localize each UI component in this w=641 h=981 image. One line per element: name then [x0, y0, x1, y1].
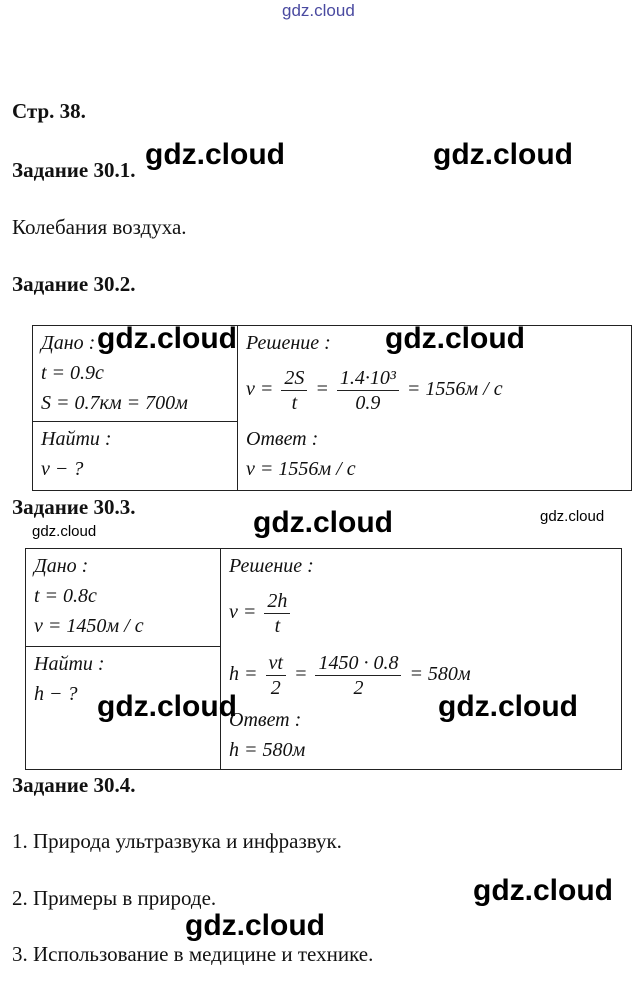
watermark: gdz.cloud [433, 138, 573, 171]
fraction-2h-over-t [264, 589, 290, 638]
watermark: gdz.cloud [253, 506, 393, 539]
given-distance: S = 0.7км = 700м [41, 392, 188, 414]
fraction-numerator: 2h [264, 589, 290, 614]
fraction-values [337, 366, 399, 415]
given-label: Дано : [41, 332, 96, 354]
fraction-denominator: 2 [270, 676, 281, 699]
watermark: gdz.cloud [473, 874, 613, 907]
watermark: gdz.cloud [97, 690, 237, 723]
solution-label: Решение : [229, 555, 314, 577]
solution-cell [221, 549, 622, 770]
watermark: gdz.cloud [32, 523, 97, 540]
fraction-vt-over-2 [266, 651, 286, 700]
task-30-2-heading: Задание 30.2. [12, 272, 136, 296]
given-speed: v = 1450м / с [34, 615, 144, 637]
watermark: gdz.cloud [185, 909, 325, 942]
fraction-numerator: 2S [281, 366, 307, 391]
solution-formula-1 [229, 581, 613, 643]
formula-result: = 1556м / с [406, 378, 503, 400]
watermark: gdz.cloud [540, 508, 605, 525]
fraction-denominator: 2 [353, 676, 364, 699]
answer-label: Ответ : [229, 709, 302, 731]
find-value: v − ? [41, 458, 84, 480]
fraction-numerator: vt [266, 651, 286, 676]
answer-label: Ответ : [246, 428, 319, 450]
find-label: Найти : [41, 428, 112, 450]
task-30-4-heading: Задание 30.4. [12, 773, 136, 797]
task-30-3-heading: Задание 30.3. [12, 495, 136, 519]
watermark: gdz.cloud [97, 322, 237, 355]
fraction-denominator: t [274, 614, 281, 637]
task-30-1-answer: Колебания воздуха. [12, 215, 187, 239]
given-cell [26, 549, 221, 647]
formula-lhs: v = [246, 378, 274, 400]
fraction-denominator: 0.9 [355, 391, 381, 414]
solution-formula [246, 358, 623, 420]
top-watermark: gdz.cloud [282, 1, 355, 20]
fraction-numerator: 1450 · 0.8 [315, 651, 401, 676]
list-item: 1. Природа ультразвука и инфразвук. [12, 829, 342, 853]
given-time: t = 0.9c [41, 362, 104, 384]
equals-sign: = [315, 378, 329, 400]
formula-lhs: v = [229, 601, 257, 623]
task-30-1-heading: Задание 30.1. [12, 158, 136, 182]
watermark: gdz.cloud [385, 322, 525, 355]
given-time: t = 0.8c [34, 585, 97, 607]
fraction-numerator: 1.4·10³ [337, 366, 399, 391]
page-heading: Стр. 38. [12, 99, 86, 123]
list-item: 3. Использование в медицине и технике. [12, 942, 374, 966]
answer-value: v = 1556м / с [246, 458, 356, 480]
fraction-values [315, 651, 401, 700]
find-cell [33, 422, 238, 491]
list-item: 2. Примеры в природе. [12, 886, 217, 910]
watermark: gdz.cloud [145, 138, 285, 171]
fraction-2s-over-t [281, 366, 307, 415]
watermark: gdz.cloud [438, 690, 578, 723]
formula-result: = 580м [409, 663, 471, 685]
equals-sign: = [293, 663, 308, 685]
solution-label: Решение : [246, 332, 331, 354]
formula-lhs: h = [229, 663, 258, 685]
answer-value: h = 580м [229, 739, 306, 761]
find-value: h − ? [34, 683, 78, 705]
given-label: Дано : [34, 555, 89, 577]
task-30-3-table [25, 548, 622, 770]
find-label: Найти : [34, 653, 105, 675]
fraction-denominator: t [291, 391, 298, 414]
